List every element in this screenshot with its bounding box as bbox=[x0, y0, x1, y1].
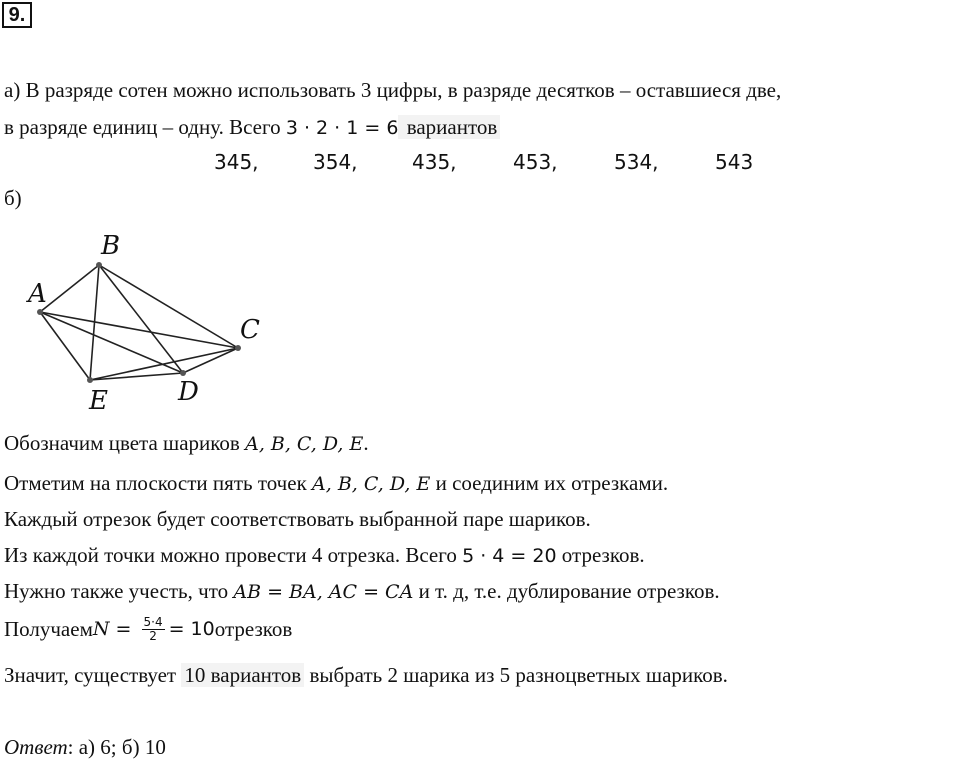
line7-text: Значит, существует bbox=[4, 663, 182, 687]
permutation-1: 345, bbox=[214, 150, 259, 174]
fraction-numerator: 5·4 bbox=[143, 615, 163, 629]
permutation-4: 453, bbox=[513, 150, 558, 174]
vertex-a-label: A bbox=[28, 279, 47, 309]
line4-tail: отрезков. bbox=[556, 543, 645, 567]
pentagon-graph-diagram bbox=[0, 218, 300, 418]
part-a-formula: 3 · 2 · 1 = 6 bbox=[285, 117, 399, 139]
vertex-a-dot bbox=[37, 309, 43, 315]
line1-math: A, B, C, D, E bbox=[245, 433, 364, 455]
part-a-line2 bbox=[4, 117, 500, 138]
line6-var: N bbox=[92, 618, 110, 641]
text-line-5 bbox=[4, 581, 720, 602]
line6-tail: отрезков bbox=[214, 617, 293, 642]
fraction bbox=[142, 616, 165, 643]
line2-text: Отметим на плоскости пять точек bbox=[4, 471, 313, 495]
line2-tail: и соединим их отрезками. bbox=[430, 471, 669, 495]
text-line-1 bbox=[4, 433, 369, 454]
edge-ab bbox=[40, 265, 99, 312]
graph-edges bbox=[40, 265, 238, 380]
vertex-d-label: D bbox=[178, 377, 199, 407]
edge-bd bbox=[99, 265, 183, 373]
line2-math: A, B, C, D, E bbox=[312, 473, 431, 495]
line5-math: AB = BA, AC = CA bbox=[233, 581, 414, 603]
line6-text: Получаем bbox=[4, 617, 93, 642]
line6-eq: = bbox=[109, 618, 138, 641]
text-line-6 bbox=[4, 616, 292, 643]
answer-text: : а) 6; б) 10 bbox=[67, 735, 166, 759]
line6-result: = 10 bbox=[168, 618, 215, 641]
text-line-7 bbox=[4, 665, 728, 686]
vertex-e-dot bbox=[87, 377, 93, 383]
answer-line bbox=[4, 737, 166, 758]
graph-vertices bbox=[37, 262, 241, 383]
line1-tail: . bbox=[363, 431, 369, 455]
part-a-line2-text: в разряде единиц – одну. Всего bbox=[4, 115, 286, 139]
line1-text: Обозначим цвета шариков bbox=[4, 431, 246, 455]
line7-highlight: 10 вариантов bbox=[181, 663, 304, 687]
part-a-line1: а) В разряде сотен можно использовать 3 цифры, в разряде десятков – оставшиеся две, bbox=[4, 78, 782, 102]
line4-math: 5 · 4 = 20 bbox=[462, 545, 557, 567]
answer-label: Ответ bbox=[4, 735, 68, 759]
line7-tail: выбрать 2 шарика из 5 разноцветных шариков. bbox=[304, 663, 728, 687]
text-line-3: Каждый отрезок будет соответствовать выбранной паре шариков. bbox=[4, 507, 591, 531]
part-a-line2-tail: вариантов bbox=[398, 115, 500, 139]
task-number: 9. bbox=[2, 2, 32, 28]
permutation-5: 534, bbox=[614, 150, 659, 174]
line5-tail: и т. д, т.е. дублирование отрезков. bbox=[413, 579, 720, 603]
text-line-4 bbox=[4, 545, 645, 566]
vertex-c-dot bbox=[235, 345, 241, 351]
line5-text: Нужно также учесть, что bbox=[4, 579, 234, 603]
text-line-2 bbox=[4, 473, 668, 494]
fraction-denominator: 2 bbox=[149, 629, 157, 644]
vertex-b-dot bbox=[96, 262, 102, 268]
edge-cd bbox=[183, 348, 238, 373]
permutation-3: 435, bbox=[412, 150, 457, 174]
line4-text: Из каждой точки можно провести 4 отрезка. Всего bbox=[4, 543, 463, 567]
vertex-e-label: E bbox=[89, 386, 108, 416]
vertex-b-label: B bbox=[101, 231, 121, 261]
permutation-2: 354, bbox=[313, 150, 358, 174]
vertex-c-label: C bbox=[240, 315, 260, 345]
permutation-6: 543 bbox=[715, 150, 754, 174]
vertex-d-dot bbox=[180, 370, 186, 376]
part-b-label: б) bbox=[4, 186, 22, 210]
